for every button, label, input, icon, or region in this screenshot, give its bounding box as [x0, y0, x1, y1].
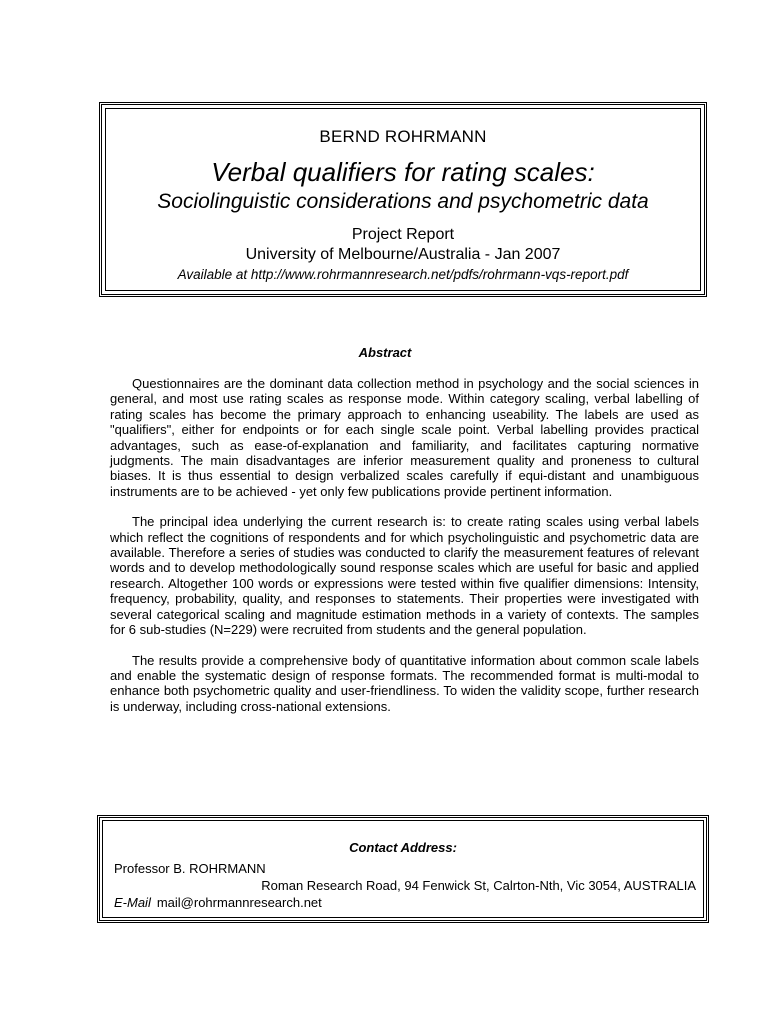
author-name: BERND ROHRMANN [319, 127, 487, 146]
abstract-paragraph-1: Questionnaires are the dominant data collection method in psychology and the social sciences in general, and most use rating scales as response mode. Within category scaling, verbal labelling of rating scales has become the primary approach to enhancing useability. The labels are used as "qualifiers", either for endpoints or for each single scale point. Verbal labelling provides practical advantages, such as ease-of-explanation and familiarity, and facilitates capturing normative judgments. The main disadvantages are inferior measurement quality and proneness to cultural biases. It is thus essential to design verbalized scales carefully if equi-distant and unambiguous instruments are to be achieved - yet only few publications provide pertinent information. [110, 376, 699, 499]
title-box [99, 102, 707, 297]
abstract-paragraph-3: The results provide a comprehensive body of quantitative information about common scale labels and enable the systematic design of response formats. The recommended format is multi-modal to enhance both psychometric quality and user-friendliness. To widen the validity scope, further research is underway, including cross-national extensions. [110, 652, 699, 714]
contact-address: Roman Research Road, 94 Fenwick St, Calrton-Nth, Vic 3054, AUSTRALIA [261, 878, 696, 893]
abstract-body [110, 376, 699, 729]
abstract-heading: Abstract [358, 345, 412, 360]
contact-box-inner-border [102, 820, 704, 918]
title-box-inner-border [105, 108, 701, 291]
contact-name: Professor B. ROHRMANN [114, 861, 266, 876]
document-title: Verbal qualifiers for rating scales: [211, 157, 595, 187]
availability-note: Available at http://www.rohrmannresearch.net/pdfs/rohrmann-vqs-report.pdf [177, 267, 629, 282]
contact-email-line [114, 895, 322, 910]
email-label: E-Mail [114, 895, 151, 910]
report-type: Project Report [351, 226, 455, 243]
contact-box [97, 815, 709, 923]
contact-heading: Contact Address: [349, 840, 457, 855]
document-subtitle: Sociolinguistic considerations and psychometric data [157, 190, 649, 213]
abstract-paragraph-2: The principal idea underlying the current research is: to create rating scales using verbal labels which reflect the cognitions of respondents and for which psycholinguistic and psychometric data are available. Therefore a series of studies was conducted to clarify the measurement features of relevant words and to develop methodologically sound response scales which are useful for basic and applied research. Altogether 100 words or expressions were tested within five qualifier dimensions: Intensity, frequency, probability, quality, and responses to statements. Their properties were investigated with several categorical scaling and magnitude estimation methods in a variety of contexts. The samples for 6 sub-studies (N=229) were recruited from students and the general population. [110, 514, 699, 638]
institution-date: University of Melbourne/Australia - Jan 2007 [245, 246, 561, 263]
email-address[interactable]: mail@rohrmannresearch.net [156, 895, 322, 910]
